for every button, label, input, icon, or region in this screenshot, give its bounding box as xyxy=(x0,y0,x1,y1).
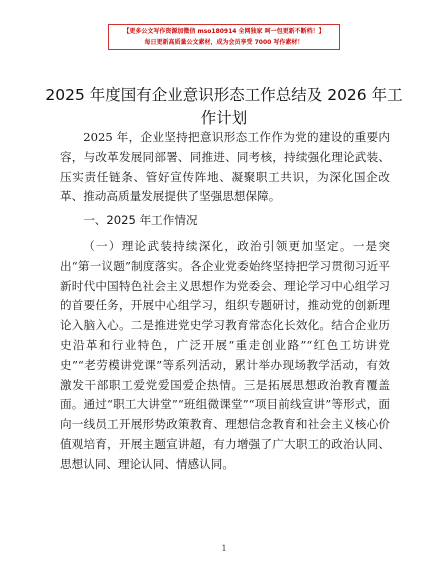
intro-paragraph: 2025 年，企业坚持把意识形态工作作为党的建设的重要内容，与改革发展同部署、同推进、同考核，持续强化理论武装、压实责任链条、管好宣传阵地、凝聚职工共识，为深化国企改革、推动高质量发展提供了坚强思想保障。 xyxy=(60,130,390,204)
document-title: 2025 年度国有企业意识形态工作总结及 2026 年工作计划 xyxy=(45,86,403,127)
section-heading: 一、2025 年工作情况 xyxy=(83,213,198,228)
body-paragraph: （一）理论武装持续深化，政治引领更加坚定。一是突出“第一议题”制度落实。各企业党委始终坚持把学习贯彻习近平新时代中国特色社会主义思想作为党委会、理论学习中心组学习的首要任务，开展中心组学习，组织专题研讨，推动党的创新理论入脑入心。二是推进党史学习教育常态化长效化。结合企业历史沿革和行业特色，广泛开展“重走创业路”“红色工坊讲党史”“老劳模讲党课”等系列活动，累计举办现场教学活动，有效激发干部职工爱党爱国爱企热情。三是拓展思想政治教育覆盖面。通过“职工大讲堂”“班组微课堂”“项目前线宣讲”等形式，面向一线员工开展形势政策教育、理想信念教育和社会主义核心价值观培育，开展主题宣讲超，有力增强了广大职工的政治认同、思想认同、理论认同、情感认同。 xyxy=(60,238,390,471)
page-number: 1 xyxy=(221,544,227,553)
promo-banner-line1: 【更多公文写作资源加微信 mso180914 全网独家 呵一包更新不断档！】 xyxy=(123,28,325,35)
promo-banner[interactable] xyxy=(108,24,340,50)
promo-banner-line2: 每日更新高质量公文素材，成为会员享受 7000 写作素材！ xyxy=(144,39,304,46)
document-body xyxy=(60,128,390,475)
